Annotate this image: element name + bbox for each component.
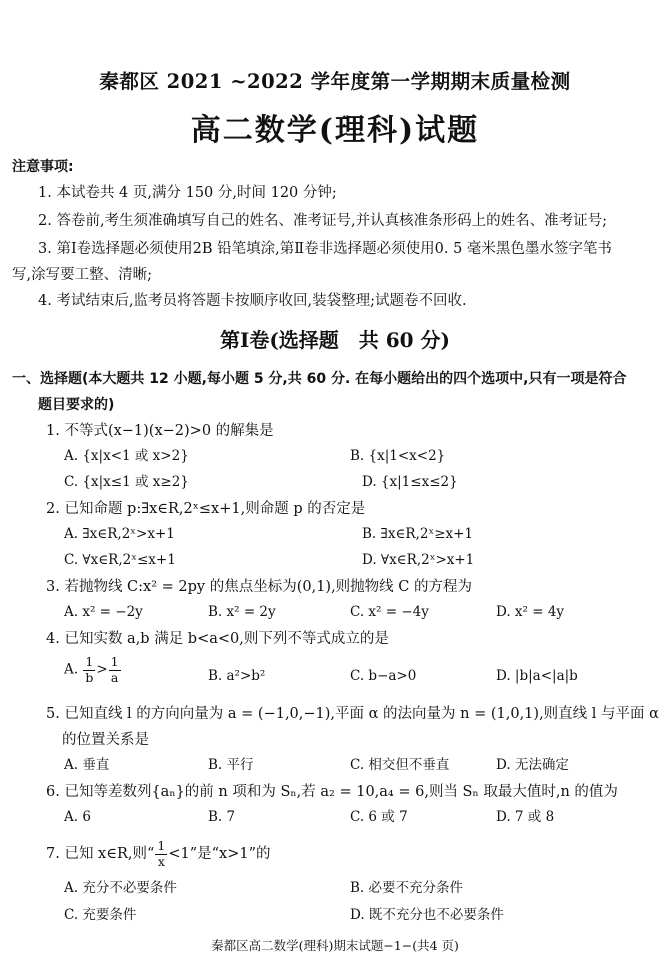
- fraction: [109, 656, 121, 684]
- q4-option-d: D. |b|a<|a|b: [496, 668, 578, 684]
- question-7-stem-suffix: <1”是“x>1”的: [168, 846, 271, 862]
- question-2-stem: 2. 已知命题 p:∃x∈R,2ˣ≤x+1,则命题 p 的否定是: [46, 501, 366, 517]
- exam-header: 秦都区 2021 ~2022 学年度第一学期期末质量检测: [99, 70, 571, 93]
- q5-option-b: B. 平行: [208, 757, 254, 773]
- q6-option-d: D. 7 或 8: [496, 809, 555, 825]
- q7-option-a: A. 充分不必要条件: [64, 880, 177, 896]
- q1-option-c: C. {x|x≤1 或 x≥2}: [64, 474, 189, 490]
- page-footer: 秦都区高二数学(理科)期末试题−1−(共4 页): [211, 938, 459, 953]
- q2-option-c: C. ∀x∈R,2ˣ≤x+1: [64, 552, 176, 568]
- inequality-operator: >: [96, 661, 108, 678]
- q5-option-d: D. 无法确定: [496, 757, 569, 773]
- question-6-stem: 6. 已知等差数列{aₙ}的前 n 项和为 Sₙ,若 a₂ = 10,a₄ = 6,则当 Sₙ 取最大值时,n 的值为: [46, 784, 618, 800]
- q6-option-a: A. 6: [64, 809, 91, 825]
- question-7-stem-prefix: 7. 已知 x∈R,则“: [46, 846, 155, 862]
- q4-option-a: [64, 656, 122, 684]
- notice-item: 3. 第Ⅰ卷选择题必须使用2B 铅笔填涂,第Ⅱ卷非选择题必须使用0. 5 毫米黑色墨水签字笔书: [38, 241, 612, 257]
- q3-option-c: C. x² = −4y: [350, 604, 429, 620]
- q2-option-d: D. ∀x∈R,2ˣ>x+1: [362, 552, 475, 568]
- q1-option-b: B. {x|1<x<2}: [350, 448, 446, 464]
- fraction-numerator: 1: [83, 656, 95, 671]
- q2-option-b: B. ∃x∈R,2ˣ≥x+1: [362, 526, 474, 542]
- q5-option-a: A. 垂直: [64, 757, 110, 773]
- fraction: [155, 840, 167, 868]
- question-7-stem: [46, 840, 271, 868]
- section-instruction: 题目要求的): [38, 397, 115, 413]
- question-3-stem: 3. 若抛物线 C:x² = 2py 的焦点坐标为(0,1),则抛物线 C 的方程为: [46, 579, 472, 595]
- notice-heading: 注意事项:: [12, 159, 74, 175]
- page-title: 高二数学(理科)试题: [190, 113, 480, 148]
- q4-option-b: B. a²>b²: [208, 668, 266, 684]
- fraction-denominator: a: [110, 669, 119, 685]
- q3-option-d: D. x² = 4y: [496, 604, 565, 620]
- fraction: [83, 656, 95, 684]
- section-title: 第Ⅰ卷(选择题 共 60 分): [219, 328, 451, 352]
- q1-option-d: D. {x|1≤x≤2}: [362, 474, 458, 490]
- question-4-stem: 4. 已知实数 a,b 满足 b<a<0,则下列不等式成立的是: [46, 631, 389, 647]
- question-5-stem: 的位置关系是: [62, 732, 149, 748]
- fraction-numerator: 1: [110, 654, 119, 669]
- fraction-numerator: 1: [157, 838, 166, 853]
- q5-option-c: C. 相交但不垂直: [350, 757, 450, 773]
- q1-option-a: A. {x|x<1 或 x>2}: [64, 448, 189, 464]
- q3-option-b: B. x² = 2y: [208, 604, 276, 620]
- q2-option-a: A. ∃x∈R,2ˣ>x+1: [64, 526, 175, 542]
- q7-option-d: D. 既不充分也不必要条件: [350, 907, 504, 923]
- q4-option-a-prefix: A.: [64, 661, 79, 678]
- notice-item: 4. 考试结束后,监考员将答题卡按顺序收回,装袋整理;试题卷不回收.: [38, 293, 467, 309]
- section-instruction: 一、选择题(本大题共 12 小题,每小题 5 分,共 60 分. 在每小题给出的四个选项中,只有一项是符合: [12, 371, 627, 387]
- notice-item: 写,涂写要工整、清晰;: [12, 267, 152, 283]
- question-1-stem: 1. 不等式(x−1)(x−2)>0 的解集是: [46, 423, 274, 439]
- q3-option-a: A. x² = −2y: [64, 604, 143, 620]
- q6-option-b: B. 7: [208, 809, 236, 825]
- q6-option-c: C. 6 或 7: [350, 809, 408, 825]
- question-5-stem: 5. 已知直线 l 的方向向量为 a = (−1,0,−1),平面 α 的法向量为 n = (1,0,1),则直线 l 与平面 α: [46, 706, 659, 722]
- notice-item: 1. 本试卷共 4 页,满分 150 分,时间 120 分钟;: [38, 185, 337, 201]
- q4-option-c: C. b−a>0: [350, 668, 417, 684]
- notice-item: 2. 答卷前,考生须准确填写自己的姓名、准考证号,并认真核准条形码上的姓名、准考证号;: [38, 213, 608, 229]
- fraction-denominator: b: [85, 669, 94, 685]
- fraction-denominator: x: [157, 853, 165, 869]
- q7-option-c: C. 充要条件: [64, 907, 137, 923]
- q7-option-b: B. 必要不充分条件: [350, 880, 464, 896]
